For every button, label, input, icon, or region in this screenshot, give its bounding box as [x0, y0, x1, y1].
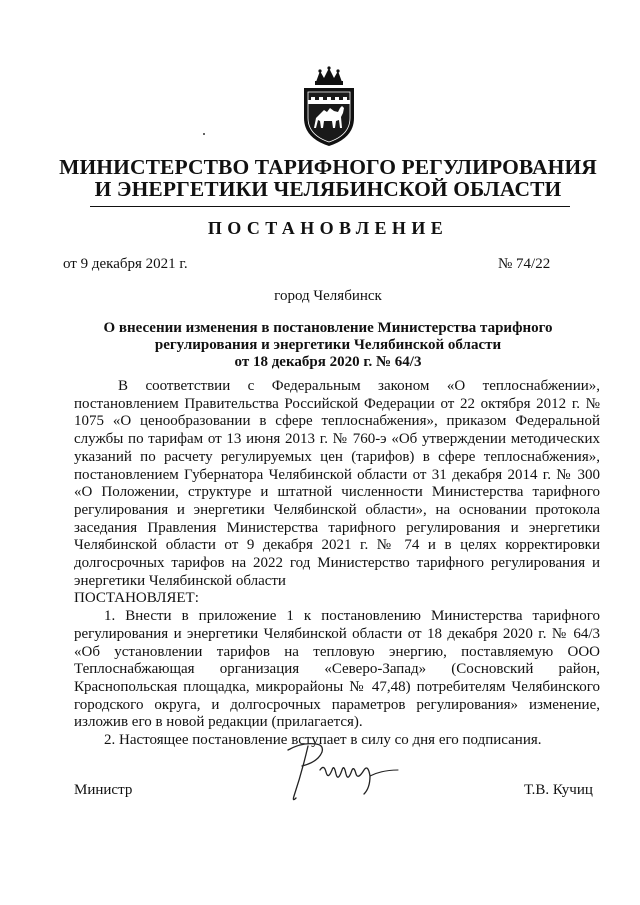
ministry-name-line1: МИНИСТЕРСТВО ТАРИФНОГО РЕГУЛИРОВАНИЯ: [59, 155, 597, 179]
preamble-paragraph: В соответствии с Федеральным законом «О теплоснабжении», постановлением Правительства Российской Федерации от 22 октября 2012 г. № 1075 «О ценообразовании в сфере теплоснабжения», приказом Федеральной службы по тарифам от 13 июня 2013 г. № 760-э «Об утверждении методических указаний по расчету регулируемых цен (тарифов) в сфере теплоснабжения», постановлением Губернатора Челябинской области от 31 декабря 2014 г. № 300 «О Положении, структуре и штатной численности Министерства тарифного регулирования и энергетики Челябинской области», на основании протокола заседания Правления Министерства тарифного регулирования и энергетики Челябинской области от 9 декабря 2021 г. № 74 и в целях корректировки долгосрочных тарифов на 2022 год Министерство тарифного регулирования и энергетики Челябинской области: [74, 378, 600, 589]
coat-of-arms-icon: [296, 66, 362, 148]
document-city: город Челябинск: [274, 288, 382, 304]
title-line: О внесении изменения в постановление Министерства тарифного: [103, 320, 553, 336]
decree-word: ПОСТАНОВЛЯЕТ:: [74, 590, 199, 607]
signer-name: Т.В. Кучиц: [524, 782, 593, 798]
header-divider: [90, 206, 570, 207]
signer-position: Министр: [74, 782, 133, 798]
document-body: [74, 378, 600, 750]
item-2-paragraph: 2. Настоящее постановление вступает в силу со дня его подписания.: [104, 732, 542, 749]
title-line: от 18 декабря 2020 г. № 64/3: [234, 354, 422, 370]
document-type: ПОСТАНОВЛЕНИЕ: [207, 218, 449, 238]
document-number: № 74/22: [498, 256, 551, 272]
signature-icon: [272, 736, 412, 808]
document-date: от 9 декабря 2021 г.: [63, 256, 188, 272]
document-title: [80, 320, 576, 371]
scan-dot: [203, 133, 205, 135]
title-line: регулирования и энергетики Челябинской области: [154, 337, 502, 353]
ministry-name-line2: И ЭНЕРГЕТИКИ ЧЕЛЯБИНСКОЙ ОБЛАСТИ: [94, 177, 562, 201]
item-1-paragraph: 1. Внести в приложение 1 к постановлению Министерства тарифного регулирования и энергетики Челябинской области от 18 декабря 2020 г. № 64/3 «Об установлении тарифов на тепловую энергию, поставляемую ООО Теплоснабжающая организация «Северо-Запад» (Сосновский район, Краснопольская площадка, микрорайоны № 47,48) потребителям Челябинского городского округа, и долгосрочных параметров регулирования» изменение, изложив его в новой редакции (прилагается).: [74, 608, 600, 731]
